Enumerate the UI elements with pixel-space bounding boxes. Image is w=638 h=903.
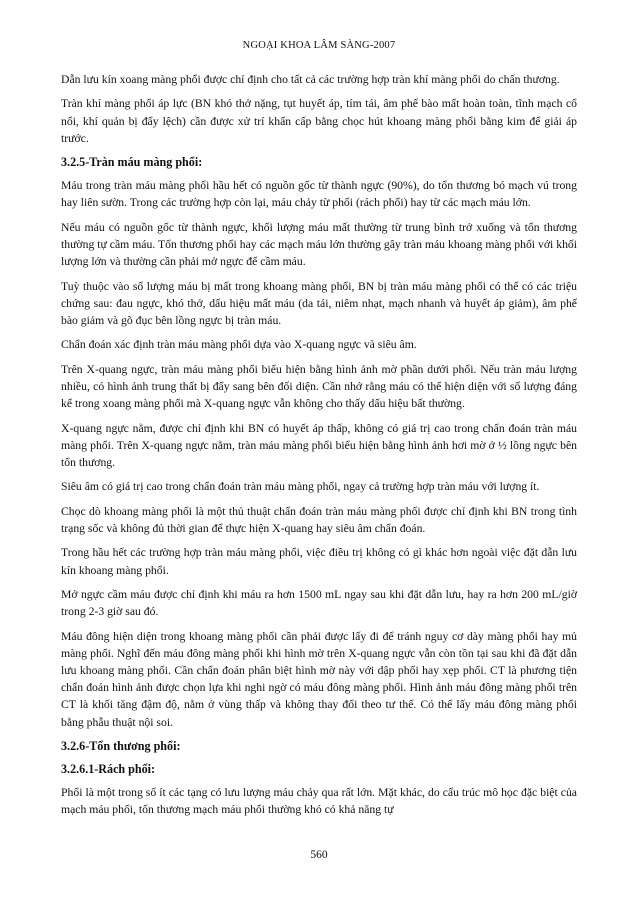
paragraph: Tuỳ thuộc vào số lượng máu bị mất trong khoang màng phổi, BN bị tràn máu màng phổi có thể có các triệu chứng sau: đau ngực, khó thở, dấu hiệu mất máu (da tái, niêm nhạt, mạch nhanh và huyết áp giảm), âm phế bào giảm và gõ đục bên lồng ngực bị tràn máu. <box>61 279 577 327</box>
paragraph: Chọc dò khoang màng phổi là một thủ thuật chẩn đoán tràn máu màng phổi được chỉ định khi BN trong tình trạng sốc và không đủ thời gian để thực hiện X-quang hay siêu âm chẩn đoán. <box>61 504 577 535</box>
paragraph: Máu đông hiện diện trong khoang màng phổi cần phải được lấy đi để tránh nguy cơ dày màng phổi hay mủ màng phổi. Nghĩ đến máu đông màng phổi khi hình mờ trên X-quang ngực vẫn còn tồn tại sau khi đã đặt dẫn lưu khoang màng phổi. Cần chẩn đoán phân biệt hình mờ này với dập phổi hay xẹp phổi. CT là phương tiện chẩn đoán hình ảnh được chọn lựa khi nghi ngờ có máu đông màng phổi. Hình ảnh máu đông màng phổi trên CT là khối tăng đậm độ, nằm ở vùng thấp và không thay đổi theo tư thế. Có thể lấy máu đông màng phổi bằng phẫu thuật nội soi. <box>61 629 577 729</box>
paragraph: Mở ngực cầm máu được chỉ định khi máu ra hơn 1500 mL ngay sau khi đặt dẫn lưu, hay ra hơn 200 mL/giờ trong 2-3 giờ sau đó. <box>61 587 577 619</box>
paragraph: Máu trong tràn máu màng phổi hầu hết có nguồn gốc từ thành ngực (90%), do tổn thương bó mạch vú trong hay liên sườn. Trong các trường hợp còn lại, máu chảy từ phổi (rách phổi) hay từ các mạch máu lớn. <box>61 179 577 210</box>
paragraph: Phổi là một trong số ít các tạng có lưu lượng máu chảy qua rất lớn. Mặt khác, do cấu trúc mô học đặc biệt của mạch máu phổi, tổn thương mạch máu phổi thường khó có khả năng tự <box>61 785 577 817</box>
page-body <box>61 71 577 826</box>
paragraph: Chẩn đoán xác định tràn máu màng phổi dựa vào X-quang ngực và siêu âm. <box>61 338 417 352</box>
paragraph: Siêu âm có giá trị cao trong chẩn đoán tràn máu màng phổi, ngay cả trường hợp tràn máu với lượng ít. <box>61 480 540 494</box>
subsection-heading: 3.2.6.1-Rách phổi: <box>61 761 156 776</box>
paragraph: Tràn khí màng phổi áp lực (BN khó thở nặng, tụt huyết áp, tím tái, âm phế bào mất hoàn toàn, tĩnh mạch cổ nổi, khí quản bị đẩy lệch) cần được xử trí khẩn cấp bằng chọc hút khoang màng phổi bằng kim để giải áp trước. <box>61 97 577 145</box>
paragraph: Trên X-quang ngực, tràn máu màng phổi biểu hiện bằng hình ảnh mờ phần dưới phổi. Nếu tràn máu lượng nhiều, có hình ảnh trung thất bị đẩy sang bên đối diện. Cần nhớ rằng máu có thể hiện diện với số lượng đáng kể trong xoang màng phổi mà X-quang ngực vẫn không cho thấy dấu hiệu bất thường. <box>61 362 577 411</box>
paragraph: Dẫn lưu kín xoang màng phổi được chỉ định cho tất cả các trường hợp tràn khí màng phổi do chấn thương. <box>61 73 560 86</box>
section-heading: 3.2.5-Tràn máu màng phổi: <box>61 155 203 170</box>
paragraph: Trong hầu hết các trường hợp tràn máu màng phổi, việc điều trị không có gì khác hơn ngoài việc đặt dẫn lưu kín khoang màng phổi. <box>61 546 577 577</box>
running-header: NGOẠI KHOA LÂM SÀNG-2007 <box>242 40 396 51</box>
section-heading: 3.2.6-Tổn thương phổi: <box>61 738 181 753</box>
paragraph: X-quang ngực nằm, được chỉ định khi BN có huyết áp thấp, không có giá trị cao trong chẩn đoán tràn máu màng phổi. Trên X-quang ngực nằm, tràn máu màng phổi biểu hiện bằng hình ảnh hơi mờ ở ½ lồng ngực bên tổn thương. <box>61 421 577 469</box>
paragraph: Nếu máu có nguồn gốc từ thành ngực, khối lượng máu mất thường từ trung bình trở xuống và tổn thương thường tự cầm máu. Tổn thương phổi hay các mạch máu lớn thường gây tràn máu khoang màng phổi với khối lượng lớn và thường cần phải mở ngực để cầm máu. <box>61 220 577 269</box>
page-number: 560 <box>310 849 328 861</box>
